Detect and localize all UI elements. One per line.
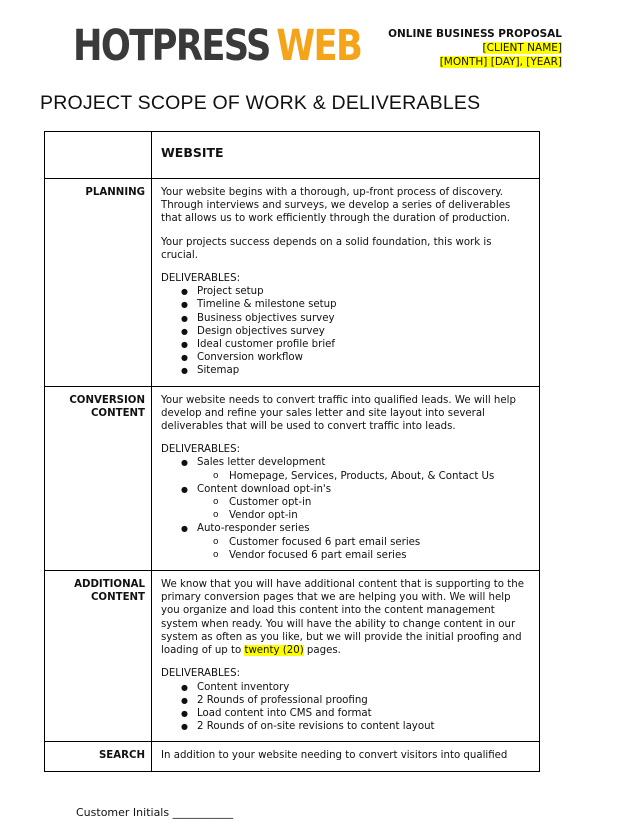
conversion-deliverables-list <box>161 456 531 562</box>
page-count-highlight: twenty (20) <box>244 645 304 657</box>
table-row-planning <box>45 179 540 387</box>
sub-list <box>197 536 531 562</box>
list-item-text: Auto-responder series <box>197 523 310 535</box>
logo-part-1: HOTPRESS <box>73 21 270 71</box>
planning-paragraph-1: Your website begins with a thorough, up-front process of discovery. Through interviews and surveys, we develop a series of deliverables that allows us to work efficiently through the duration of production. <box>161 187 511 225</box>
list-item: ● Project setup <box>181 285 531 298</box>
additional-label <box>45 571 152 742</box>
planning-body <box>152 179 540 387</box>
list-item <box>181 522 531 562</box>
sub-list-item: o Vendor focused 6 part email series <box>213 549 531 562</box>
table-row-additional <box>45 571 540 742</box>
table-header-row <box>45 132 540 179</box>
list-item-text: Content download opt-in's <box>197 483 332 495</box>
company-logo <box>73 21 362 71</box>
customer-initials: Customer Initials ___________ <box>76 806 234 819</box>
search-label: SEARCH <box>45 742 152 771</box>
proposal-title: ONLINE BUSINESS PROPOSAL <box>388 28 562 40</box>
header-empty-cell <box>45 132 152 179</box>
client-name: [CLIENT NAME] <box>482 42 562 54</box>
additional-label-line-1: ADDITIONAL <box>74 579 145 591</box>
planning-deliverables-list <box>161 285 531 377</box>
list-item: ● Conversion workflow <box>181 351 531 364</box>
conversion-body <box>152 386 540 570</box>
conversion-paragraph: Your website needs to convert traffic into qualified leads. We will help develop and refine your sales letter and site layout into several deliverables that will be used to convert traffic into leads. <box>161 394 516 433</box>
list-item <box>181 456 531 482</box>
page-title: PROJECT SCOPE OF WORK & DELIVERABLES <box>40 92 481 114</box>
list-item: ● Load content into CMS and format <box>181 707 531 720</box>
list-item: ● Content inventory <box>181 681 531 694</box>
list-item: ● 2 Rounds of professional proofing <box>181 694 531 707</box>
conversion-deliverables-label: DELIVERABLES: <box>161 444 241 456</box>
additional-deliverables-list <box>161 681 531 734</box>
list-item: ● 2 Rounds of on-site revisions to content layout <box>181 720 531 733</box>
conversion-label <box>45 386 152 570</box>
additional-label-line-2: CONTENT <box>90 592 145 604</box>
additional-deliverables-label: DELIVERABLES: <box>161 668 241 680</box>
table-row-search <box>45 742 540 771</box>
proposal-date: [MONTH] [DAY], [YEAR] <box>439 56 562 68</box>
scope-table <box>44 131 540 772</box>
list-item: ● Sitemap <box>181 364 531 377</box>
list-item: ● Design objectives survey <box>181 325 531 338</box>
sub-list-item: o Customer opt-in <box>213 496 531 509</box>
sub-list-item: o Homepage, Services, Products, About, & Contact Us <box>213 470 531 483</box>
sub-list-item: o Vendor opt-in <box>213 509 531 522</box>
additional-text-a: We know that you will have additional content that is supporting to the primary conversion pages that we are helping you with. We will help you organize and load this content into the content management system when ready. You will have the ability to change content in our system as often as you like, but we will provide the initial proofing and loading of up to <box>161 579 524 657</box>
list-item: ● Timeline & milestone setup <box>181 298 531 311</box>
additional-paragraph <box>161 578 531 657</box>
proposal-header <box>388 27 562 69</box>
sub-list-item: o Customer focused 6 part email series <box>213 536 531 549</box>
logo-part-2: WEB <box>276 21 362 71</box>
website-heading: WEBSITE <box>152 132 540 179</box>
planning-deliverables-label: DELIVERABLES: <box>161 273 241 285</box>
list-item-text: Sales letter development <box>197 457 326 469</box>
conversion-label-line-2: CONTENT <box>90 407 145 419</box>
additional-text-b: pages. <box>303 645 341 657</box>
sub-list <box>197 470 531 483</box>
list-item: ● Ideal customer profile brief <box>181 338 531 351</box>
table-row-conversion <box>45 386 540 570</box>
planning-paragraph-2: Your projects success depends on a solid foundation, this work is crucial. <box>161 236 492 261</box>
additional-body <box>152 571 540 742</box>
planning-label: PLANNING <box>45 179 152 387</box>
sub-list <box>197 496 531 522</box>
list-item: ● Business objectives survey <box>181 312 531 325</box>
search-body: In addition to your website needing to convert visitors into qualified <box>152 742 540 771</box>
list-item <box>181 483 531 523</box>
conversion-label-line-1: CONVERSION <box>69 394 145 406</box>
